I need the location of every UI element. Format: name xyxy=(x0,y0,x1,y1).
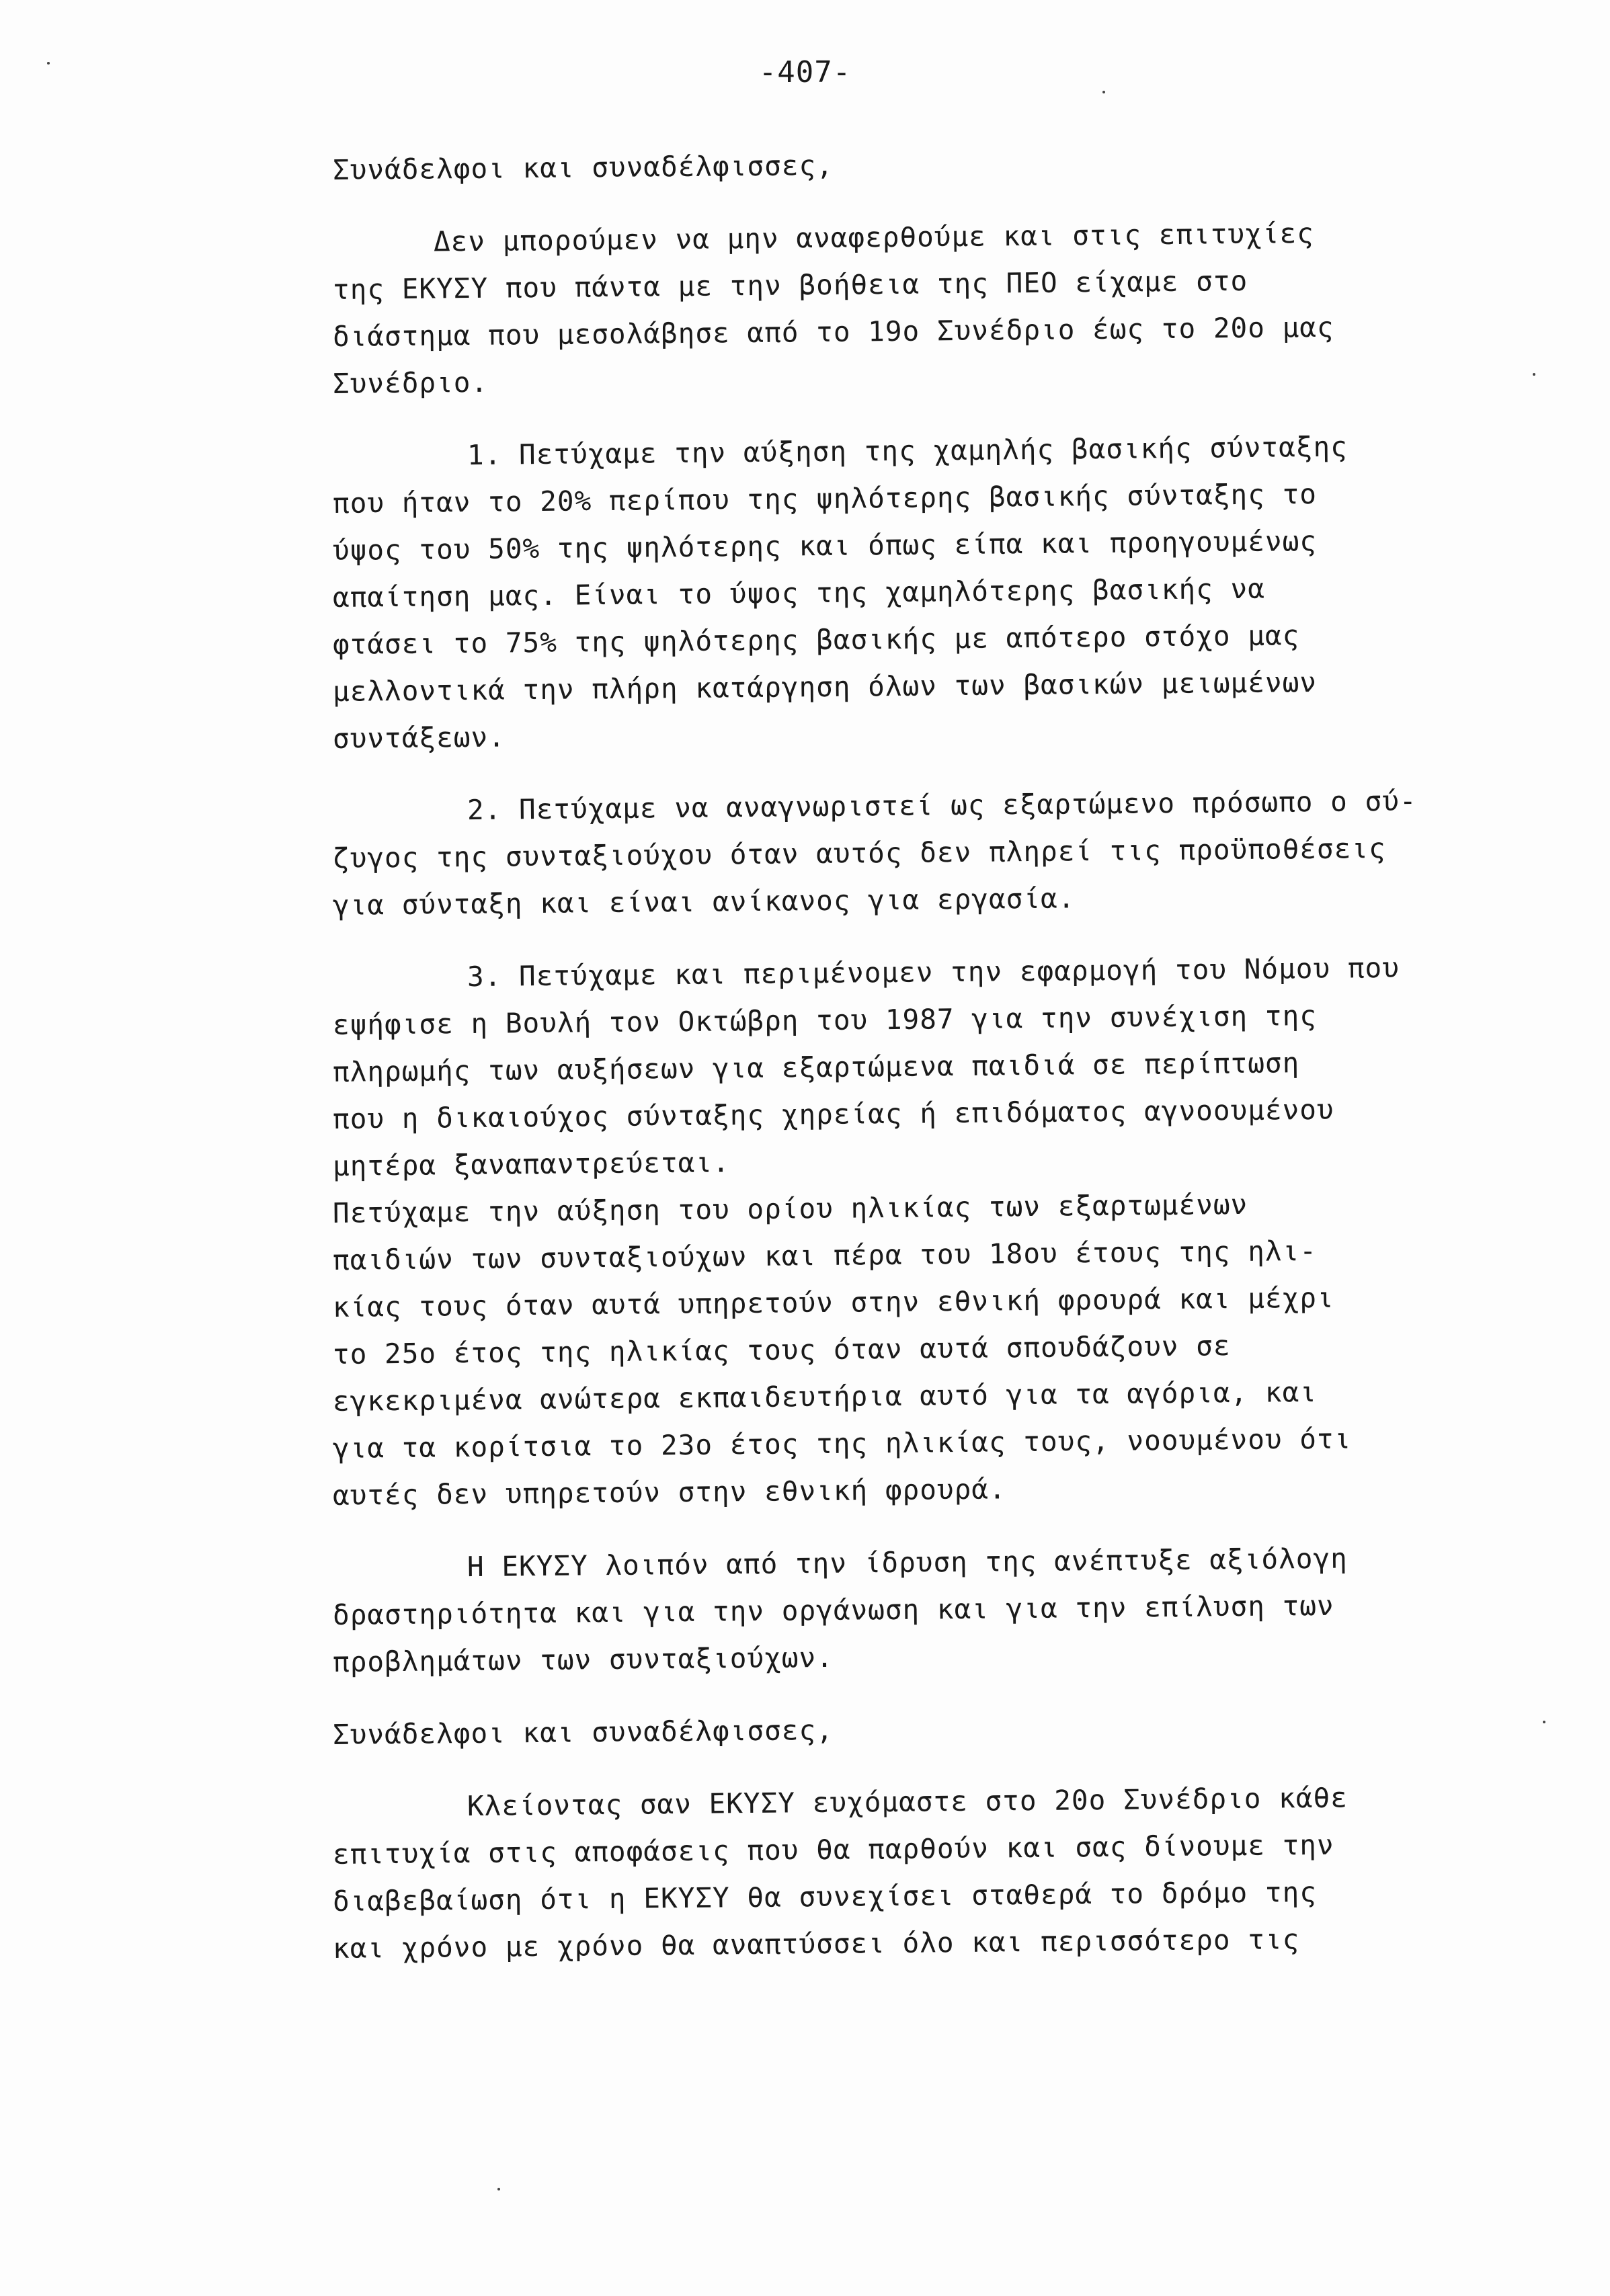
text-line: παιδιών των συνταξιούχων και πέρα του 18ου έτους της ηλι- xyxy=(332,1234,1318,1276)
text-line: αυτές δεν υπηρετούν στην εθνική φρουρά. xyxy=(332,1473,1006,1512)
scan-speck xyxy=(1533,373,1535,376)
scan-speck xyxy=(1543,1721,1545,1723)
scan-speck xyxy=(47,62,50,65)
text-line: πληρωμής των αυξήσεων για εξαρτώμενα παιδιά σε περίπτωση xyxy=(332,1047,1300,1088)
scan-speck xyxy=(497,2188,500,2190)
text-line: που ήταν το 20% περίπου της ψηλότερης βασικής σύνταξης το xyxy=(332,477,1318,520)
text-line: Η ΕΚΥΣΥ λοιπόν από την ίδρυση της ανέπτυξε αξιόλογη xyxy=(467,1542,1349,1584)
text-line: μελλοντικά την πλήρη κατάργηση όλων των βασικών μειωμένων xyxy=(332,665,1318,708)
text-line: Συνέδριο. xyxy=(332,366,489,400)
text-line: για τα κορίτσια το 23ο έτος της ηλικίας τους, νοουμένου ότι xyxy=(332,1422,1352,1465)
text-line: διάστημα που μεσολάβησε από το 19ο Συνέδριο έως το 20ο μας xyxy=(332,311,1334,353)
text-line: κίας τους όταν αυτά υπηρετούν στην εθνική φρουρά και μέχρι xyxy=(332,1281,1334,1323)
text-line: εγκεκριμένα ανώτερα εκπαιδευτήρια αυτό για τα αγόρια, και xyxy=(332,1375,1318,1418)
text-line: ζυγος της συνταξιούχου όταν αυτός δεν πληρεί τις προϋποθέσεις xyxy=(332,831,1386,874)
text-line: το 25ο έτος της ηλικίας τους όταν αυτά σπουδάζουν σε xyxy=(332,1329,1231,1370)
text-line: 1. Πετύχαμε την αύξηση της χαμηλής βασικής σύνταξης xyxy=(467,430,1349,472)
text-line: επιτυχία στις αποφάσεις που θα παρθούν και σας δίνουμε την xyxy=(332,1828,1334,1871)
text-line: διαβεβαίωση ότι η ΕΚΥΣΥ θα συνεχίσει σταθερά το δρόμο της xyxy=(332,1875,1318,1918)
text-line: Κλείοντας σαν ΕΚΥΣΥ ευχόμαστε στο 20ο Συνέδριο κάθε xyxy=(467,1781,1349,1823)
text-line: φτάσει το 75% της ψηλότερης βασικής με απότερο στόχο μας xyxy=(332,619,1300,661)
text-line: προβλημάτων των συνταξιούχων. xyxy=(332,1641,834,1678)
text-line: Δεν μπορούμεν να μην αναφερθούμε και στις επιτυχίες xyxy=(433,216,1315,258)
text-line: 2. Πετύχαμε να αναγνωριστεί ως εξαρτώμενο πρόσωπο ο σύ- xyxy=(467,784,1417,827)
text-line: Συνάδελφοι και συναδέλφισσες, xyxy=(332,149,834,186)
text-line: δραστηριότητα και για την οργάνωση και για την επίλυση των xyxy=(332,1589,1334,1631)
text-line: ύψος του 50% της ψηλότερης και όπως είπα και προηγουμένως xyxy=(332,524,1318,567)
text-line: συντάξεων. xyxy=(332,721,506,755)
body-text xyxy=(333,147,1563,1972)
text-line: για σύνταξη και είναι ανίκανος για εργασία. xyxy=(332,882,1076,921)
text-line: Συνάδελφοι και συναδέλφισσες, xyxy=(332,1713,834,1751)
text-line: που η δικαιούχος σύνταξης χηρείας ή επιδόματος αγνοουμένου xyxy=(332,1093,1334,1135)
text-line: Πετύχαμε την αύξηση του ορίου ηλικίας των εξαρτωμένων xyxy=(332,1188,1248,1229)
text-line: της ΕΚΥΣΥ που πάντα με την βοήθεια της ΠΕΟ είχαμε στο xyxy=(332,264,1248,306)
text-line: απαίτηση μας. Είναι το ύψος της χαμηλότερης βασικής να xyxy=(332,572,1266,614)
text-line: μητέρα ξαναπαντρεύεται. xyxy=(332,1146,730,1182)
scan-speck xyxy=(1102,91,1105,93)
page-number: -407- xyxy=(758,55,852,89)
text-line: 3. Πετύχαμε και περιμένομεν την εφαρμογή του Νόμου που xyxy=(467,951,1400,993)
text-line: εψήφισε η Βουλή τον Οκτώβρη του 1987 για την συνέχιση της xyxy=(332,999,1318,1041)
text-line: και χρόνο με χρόνο θα αναπτύσσει όλο και περισσότερο τις xyxy=(332,1923,1300,1965)
